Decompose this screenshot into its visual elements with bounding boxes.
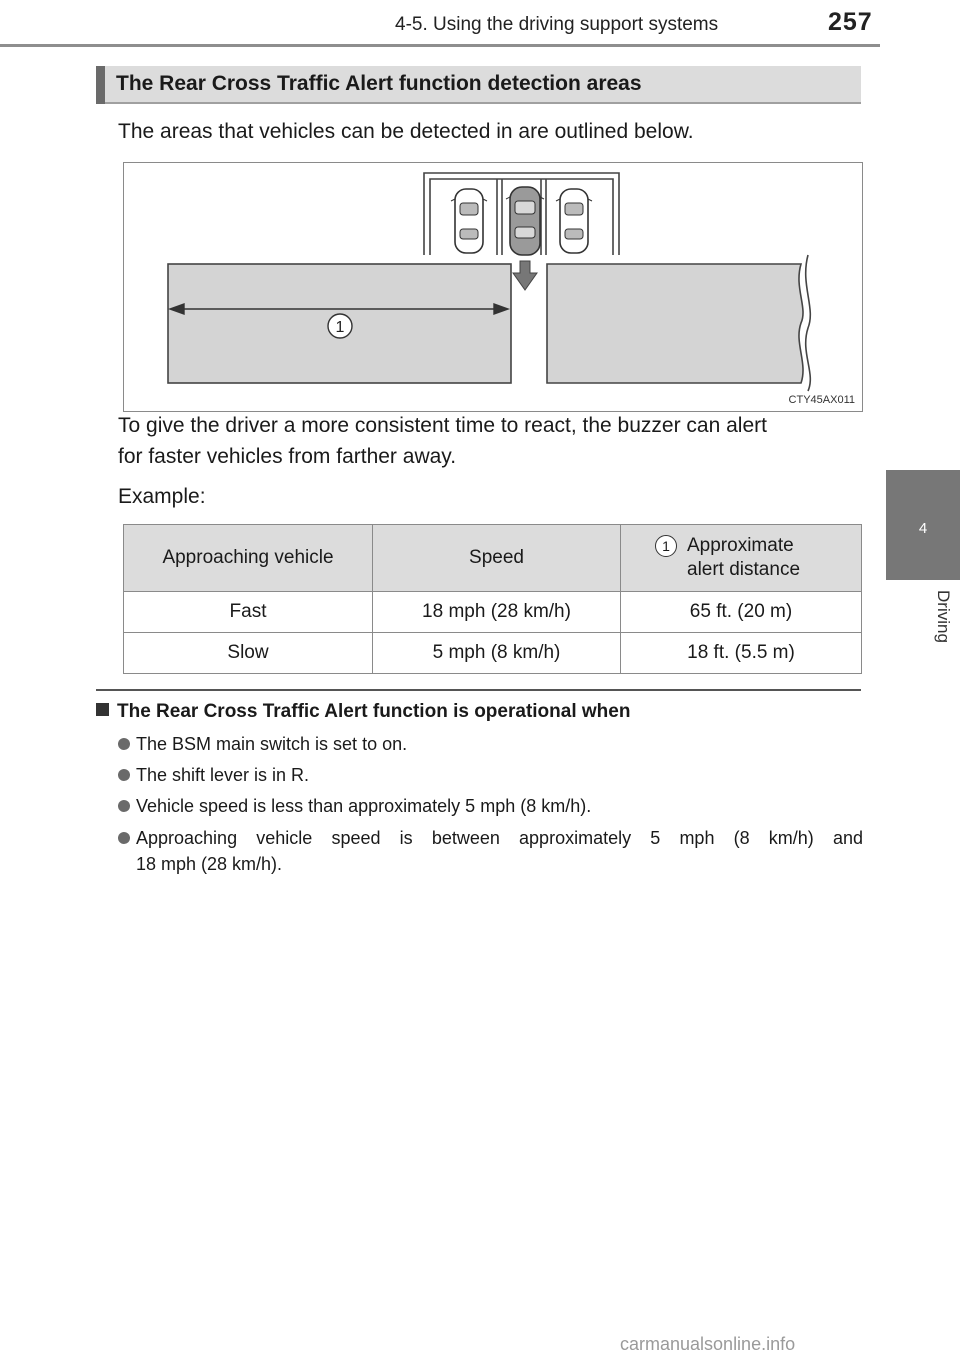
own-vehicle-icon — [506, 187, 544, 255]
header-approaching-vehicle: Approaching vehicle — [124, 525, 373, 592]
reverse-direction-arrow — [513, 261, 537, 290]
bullet-text: The shift lever is in R. — [136, 765, 310, 785]
watermark: carmanualsonline.info — [620, 1334, 796, 1354]
header-alert-distance-line1: Approximate — [687, 535, 794, 556]
operational-heading — [96, 701, 630, 723]
detection-area-right — [547, 264, 803, 383]
running-header-section: 4-5. Using the driving support systems — [395, 14, 719, 35]
chapter-number: 4 — [918, 520, 928, 537]
parked-car-right-icon — [556, 189, 592, 253]
detection-area-diagram — [124, 163, 862, 411]
figure-code: CTY45AX011 — [788, 394, 855, 406]
bullet-text: Vehicle speed is less than approximately 5 mph (8 km/h). — [136, 796, 592, 816]
row-fast-speed: 18 mph (28 km/h) — [373, 592, 621, 633]
table-row — [124, 633, 862, 674]
bullet-text: The BSM main switch is set to on. — [136, 734, 408, 754]
parked-car-left-icon — [451, 189, 487, 253]
example-label: Example: — [118, 485, 206, 508]
list-item — [118, 826, 863, 876]
callout-1-label: 1 — [335, 319, 345, 336]
square-bullet-icon — [96, 703, 109, 716]
bullet-dot-icon — [118, 832, 130, 844]
bullet-dot-icon — [118, 800, 130, 812]
alert-distance-table — [123, 524, 862, 674]
callout-1-badge: 1 — [655, 535, 677, 557]
bullet-dot-icon — [118, 769, 130, 781]
buzzer-text-line2: for faster vehicles from farther away. — [118, 445, 457, 468]
table-row — [124, 592, 862, 633]
section-heading-accent — [96, 66, 105, 104]
operational-heading-text: The Rear Cross Traffic Alert function is operational when — [117, 701, 631, 722]
detection-area-figure — [123, 162, 863, 412]
row-fast-distance: 65 ft. (20 m) — [621, 592, 862, 633]
intro-text: The areas that vehicles can be detected in are outlined below. — [118, 120, 694, 143]
section-title: The Rear Cross Traffic Alert function detection areas — [116, 72, 642, 95]
row-slow-distance: 18 ft. (5.5 m) — [621, 633, 862, 674]
list-item — [118, 763, 863, 787]
row-slow-speed: 5 mph (8 km/h) — [373, 633, 621, 674]
bullet-text-continuation: 18 mph (28 km/h). — [136, 854, 283, 874]
header-alert-distance — [621, 525, 862, 592]
row-slow-vehicle: Slow — [124, 633, 373, 674]
bullet-dot-icon — [118, 738, 130, 750]
table-header-row — [124, 525, 862, 592]
list-item — [118, 732, 863, 756]
buzzer-text-line1: To give the driver a more consistent time to react, the buzzer can alert — [118, 414, 767, 437]
subsection-divider — [96, 689, 861, 691]
header-alert-distance-line2: alert distance — [687, 559, 801, 580]
bullet-text: Approaching vehicle speed is between approximately 5 mph (8 km/h) and — [136, 828, 863, 848]
header-divider — [0, 44, 880, 47]
header-speed: Speed — [373, 525, 621, 592]
chapter-label: Driving — [934, 590, 953, 643]
list-item — [118, 794, 863, 818]
row-fast-vehicle: Fast — [124, 592, 373, 633]
page-number: 257 — [828, 8, 873, 36]
